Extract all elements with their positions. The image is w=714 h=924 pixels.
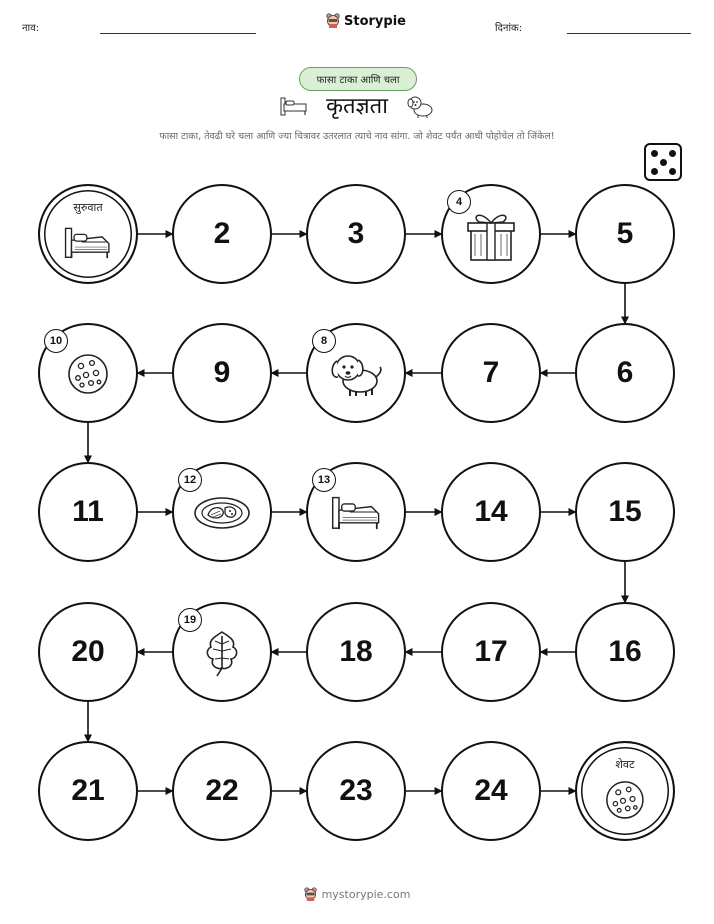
cell-number: 22 (205, 774, 239, 807)
board-cell-12 (172, 462, 272, 562)
cell-number: 2 (213, 217, 231, 250)
leaf-icon (202, 628, 242, 682)
board-cell-2 (172, 184, 272, 284)
cell-number: 20 (71, 635, 105, 668)
cell-number: 18 (339, 635, 373, 668)
board-cell-9 (172, 323, 272, 423)
cell-number-badge: 10 (44, 329, 68, 353)
cell-number: 24 (474, 774, 508, 807)
board-cell-13 (306, 462, 406, 562)
board-cell-10 (38, 323, 138, 423)
cell-number-badge: 19 (178, 608, 202, 632)
instructions: फासा टाका, तेवढी घरे चला आणि ज्या चित्रावर उतरलात त्याचे नाव सांगा. जो शेवट पर्यंत आधी पोहोचेल तो जिंकेल! (159, 131, 555, 142)
board-cell-8 (306, 323, 406, 423)
brand-name: Storypie (344, 13, 406, 29)
footer-url: mystorypie.com (321, 888, 411, 901)
name-label: नाव: (22, 23, 40, 34)
board-cell-5 (575, 184, 675, 284)
cell-number: 3 (347, 217, 365, 250)
board-cell-7 (441, 323, 541, 423)
bed-icon (63, 225, 112, 265)
footer (0, 887, 714, 902)
cell-number: 9 (213, 356, 231, 389)
finish-label: शेवट (615, 758, 635, 771)
cell-number: 14 (474, 495, 508, 528)
board-cell-6 (575, 323, 675, 423)
board-cell-20 (38, 602, 138, 702)
board-cell-17 (441, 602, 541, 702)
finish-cell (575, 741, 675, 841)
gift-icon (465, 208, 517, 266)
cell-number-badge: 8 (312, 329, 336, 353)
start-label: सुरुवात (73, 201, 103, 214)
date-label: दिनांक: (495, 23, 523, 34)
board-cell-16 (575, 602, 675, 702)
page-title: कृतज्ञता (326, 94, 388, 119)
board-cell-11 (38, 462, 138, 562)
board-cell-23 (306, 741, 406, 841)
plate-icon (193, 495, 251, 535)
board-cell-21 (38, 741, 138, 841)
cell-number: 16 (608, 635, 642, 668)
cell-number: 21 (71, 774, 105, 807)
storypie-bear-icon (304, 887, 317, 902)
cell-number-badge: 4 (447, 190, 471, 214)
board-cell-14 (441, 462, 541, 562)
cell-number: 15 (608, 495, 642, 528)
start-cell (38, 184, 138, 284)
cell-number: 7 (482, 356, 500, 389)
cookie-icon (66, 352, 110, 400)
cell-number: 6 (616, 356, 634, 389)
cell-number: 11 (72, 495, 104, 528)
cell-number-badge: 13 (312, 468, 336, 492)
cell-number: 5 (616, 217, 634, 250)
board-cell-15 (575, 462, 675, 562)
board-cell-19 (172, 602, 272, 702)
board-cell-24 (441, 741, 541, 841)
board-cell-18 (306, 602, 406, 702)
game-type-pill: फासा टाका आणि चला (299, 67, 417, 91)
bed-icon (330, 494, 382, 536)
cell-number: 17 (474, 635, 508, 668)
cell-number: 23 (339, 774, 373, 807)
puppy-icon (328, 349, 384, 403)
board-cell-22 (172, 741, 272, 841)
cookie-icon (604, 779, 646, 825)
cell-number-badge: 12 (178, 468, 202, 492)
board-cell-4 (441, 184, 541, 284)
board-cell-3 (306, 184, 406, 284)
